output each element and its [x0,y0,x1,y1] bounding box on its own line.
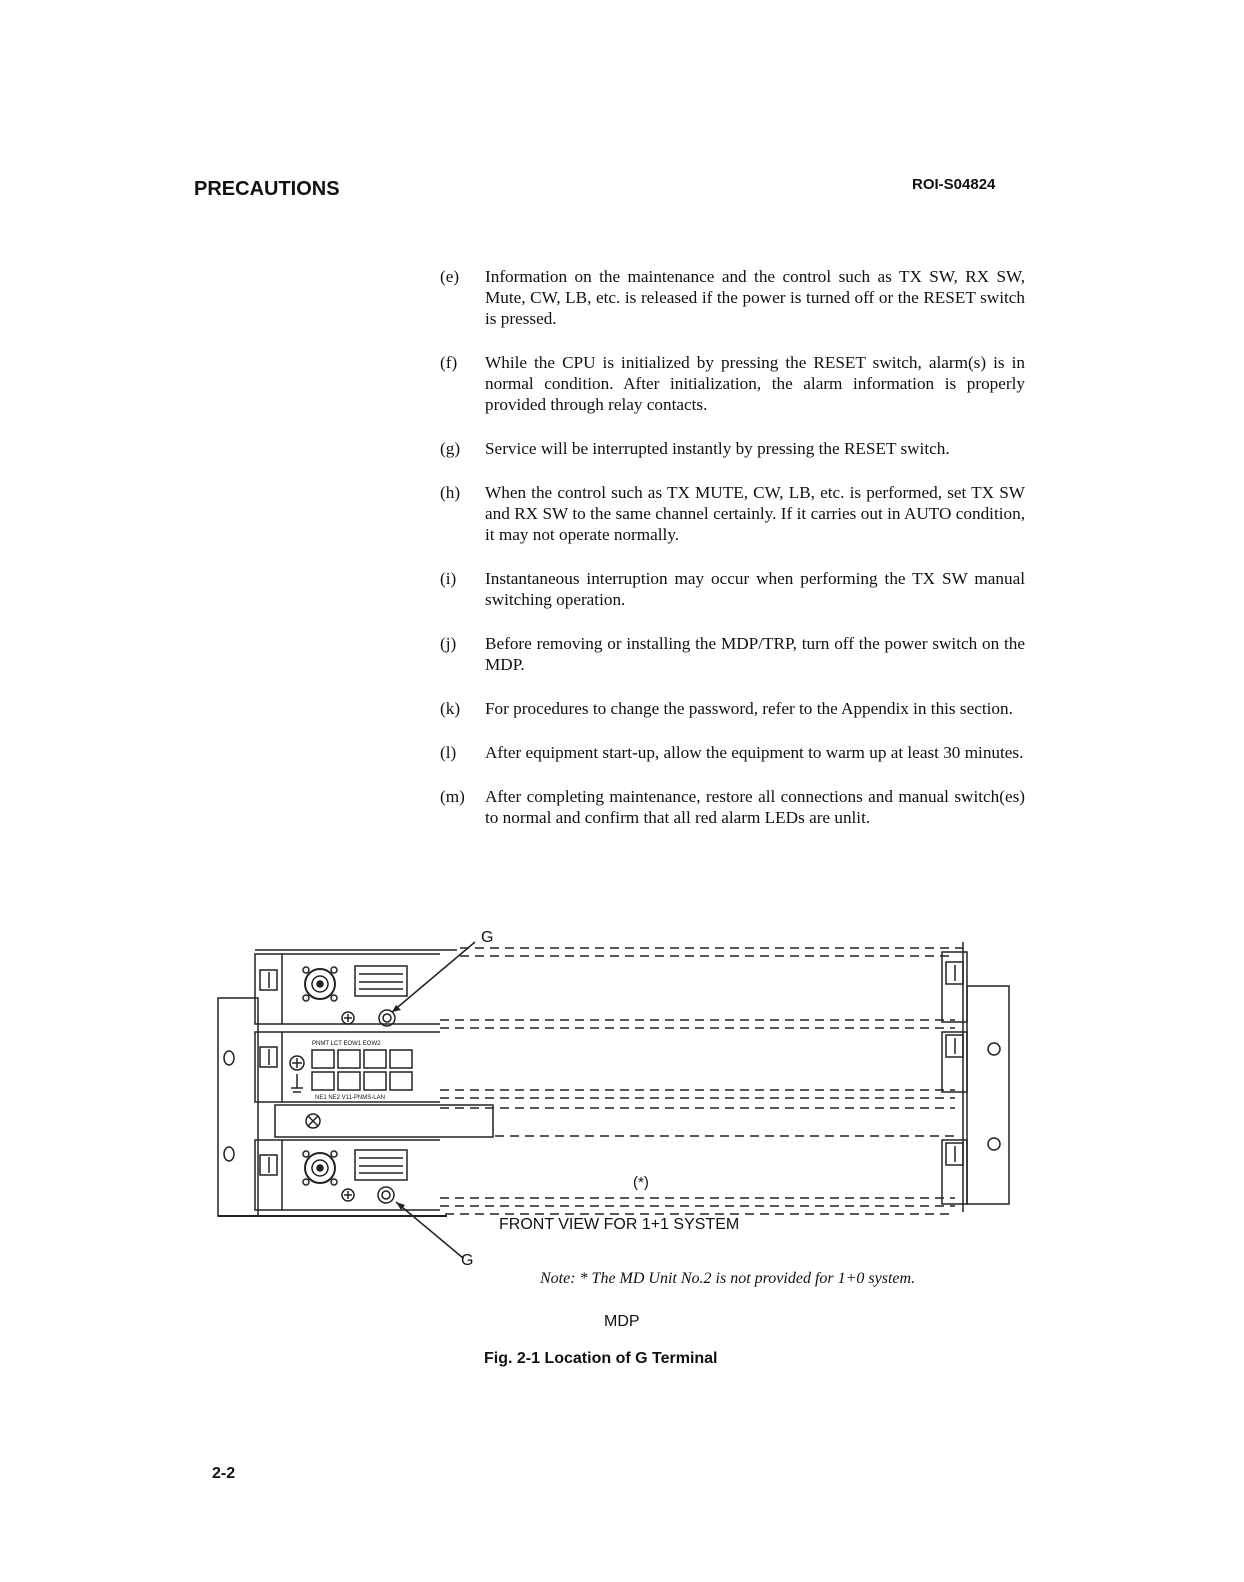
mount-hole [988,1138,1000,1150]
ethernet-port [338,1072,360,1090]
item-label: (g) [440,439,461,458]
figure-note: Note: * The MD Unit No.2 is not provided for 1+0 system. [540,1270,916,1287]
figure-caption: Fig. 2-1 Location of G Terminal [484,1350,718,1367]
item-label: (i) [440,569,457,588]
item-text: When the control such as TX MUTE, CW, LB, etc. is performed, set TX SW and RX SW to the same channel certainly. If it carries out in AUTO condition, it may not operate normally. [485,483,1025,544]
ethernet-port [312,1050,334,1068]
item-text: While the CPU is initialized by pressing the RESET switch, alarm(s) is in normal condition. After initialization, the alarm information is properly provided through relay contacts. [485,353,1025,414]
ethernet-port [364,1072,386,1090]
item-text: For procedures to change the password, refer to the Appendix in this section. [485,699,1013,718]
ethernet-port [312,1072,334,1090]
g-terminal [378,1187,394,1203]
item-label: (f) [440,353,458,372]
left-rack-ear [218,998,258,1216]
item-label: (k) [440,699,461,718]
leader-line [392,942,475,1012]
mdp-label: MDP [604,1313,640,1330]
item-label: (m) [440,787,465,806]
front-view-label: FRONT VIEW FOR 1+1 SYSTEM [499,1216,740,1233]
item-label: (h) [440,483,461,502]
list-item [440,438,1025,459]
g-label-bottom: G [461,1252,474,1267]
item-label: (l) [440,743,457,762]
list-item [440,633,1025,675]
item-text: Instantaneous interruption may occur when performing the TX SW manual switching operation. [485,569,1025,609]
mount-hole [224,1147,234,1161]
ethernet-port [338,1050,360,1068]
right-handles [942,942,967,1212]
list-item [440,266,1025,329]
list-item [440,568,1025,610]
blank-slot [275,1105,493,1137]
section-title: PRECAUTIONS [194,178,340,200]
list-item [440,352,1025,415]
mount-hole [224,1051,234,1065]
item-text: After equipment start-up, allow the equipment to warm up at least 30 minutes. [485,743,1024,762]
right-rack-ear [967,986,1009,1204]
front-view-diagram [215,922,1015,1267]
list-item [440,482,1025,545]
item-label: (j) [440,634,457,653]
item-text: After completing maintenance, restore all connections and manual switch(es) to normal and confirm that all red alarm LEDs are unlit. [485,787,1025,827]
item-label: (e) [440,267,460,286]
item-text: Before removing or installing the MDP/TRP, turn off the power switch on the MDP. [485,634,1025,674]
asterisk-label: (*) [633,1174,649,1191]
dashed-outline [440,948,963,1214]
md-unit-1 [255,954,440,1026]
md-unit-2 [255,1140,440,1210]
ethernet-port [390,1072,412,1090]
list-item [440,786,1025,828]
port-labels-bottom: NE1 NE2 V11-PNMS-LAN [315,1095,385,1101]
document-id: ROI-S04824 [912,176,996,193]
ethernet-port [390,1050,412,1068]
g-label-top: G [481,929,494,946]
list-item [440,742,1025,763]
precaution-list [440,266,1025,851]
item-text: Service will be interrupted instantly by pressing the RESET switch. [485,439,950,458]
port-labels-top: PNMT LCT EOW1 EOW2 [312,1041,381,1047]
item-text: Information on the maintenance and the control such as TX SW, RX SW, Mute, CW, LB, etc. is released if the power is turned off or the RESET switch is pressed. [485,267,1025,328]
mount-hole [988,1043,1000,1055]
list-item [440,698,1025,719]
page-number: 2-2 [212,1465,236,1482]
ethernet-port [364,1050,386,1068]
